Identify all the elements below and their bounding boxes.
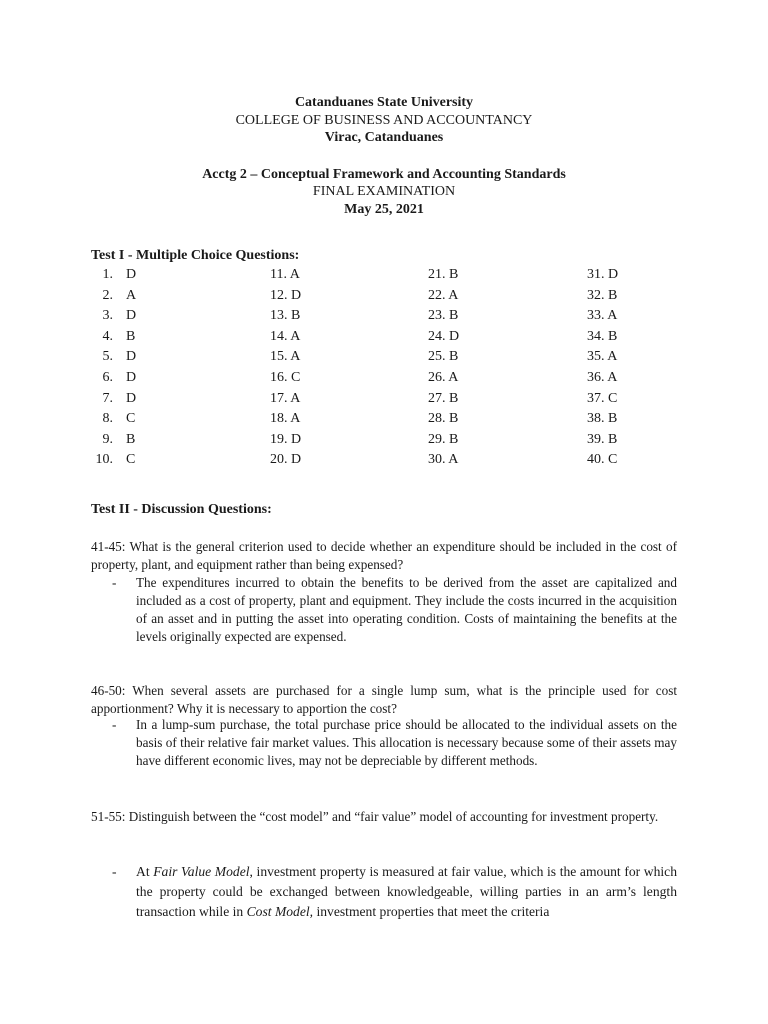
item-answer: C	[126, 411, 136, 427]
answer-46-50	[112, 716, 677, 770]
exam-date: May 25, 2021	[344, 201, 424, 217]
answer-item: 17. A	[270, 390, 301, 406]
answer-item	[90, 265, 136, 286]
bullet-dash: -	[112, 717, 117, 732]
item-number: 5.	[102, 349, 113, 365]
college-name: COLLEGE OF BUSINESS AND ACCOUNTANCY	[235, 112, 533, 128]
location: Virac, Catanduanes	[324, 130, 444, 145]
answer-text-part: At	[136, 864, 154, 879]
answer-column-4	[587, 265, 618, 471]
answer-item: 14. A	[270, 328, 301, 344]
answer-column-3	[428, 265, 459, 471]
answer-item: 26. A	[428, 369, 459, 385]
answer-column-2	[270, 265, 301, 471]
answer-item: 18. A	[270, 411, 301, 427]
item-answer: B	[126, 328, 136, 344]
answer-item: 28. B	[428, 411, 459, 427]
item-answer: B	[126, 431, 136, 447]
answer-item: 22. A	[428, 287, 459, 303]
item-number: 4.	[102, 328, 113, 344]
cost-model-term: Cost Model,	[246, 904, 314, 919]
bullet-dash: -	[112, 575, 117, 590]
answer-column-1	[90, 265, 136, 471]
answer-item	[90, 368, 136, 389]
item-number: 10.	[95, 452, 113, 468]
answer-item	[90, 327, 136, 348]
item-answer: D	[126, 267, 137, 282]
answer-item	[90, 286, 136, 307]
answer-item	[90, 450, 136, 471]
answer-text: In a lump-sum purchase, the total purchase price should be allocated to the individual assets on the basis of their relative fair market values. This allocation is necessary because some of their assets may have different economic lives, may not be depreciable by different methods.	[136, 717, 677, 768]
answer-text	[136, 862, 677, 922]
item-answer: D	[126, 390, 137, 406]
answer-item: 32. B	[587, 287, 618, 303]
item-number: 7.	[102, 390, 113, 406]
answer-item: 23. B	[428, 308, 459, 324]
answer-item: 25. B	[428, 349, 459, 365]
item-number: 8.	[102, 411, 113, 427]
exam-title: FINAL EXAMINATION	[312, 184, 456, 199]
answer-item	[90, 409, 136, 430]
answer-item: 12. D	[270, 287, 302, 303]
answer-item: 19. D	[270, 431, 302, 447]
answer-item: 35. A	[587, 349, 618, 365]
fair-value-model-term: Fair Value Model	[153, 864, 250, 879]
bullet-dash: -	[112, 864, 117, 879]
test1-title: Test I - Multiple Choice Questions:	[91, 248, 300, 263]
answer-item: 39. B	[587, 431, 618, 447]
answer-item: 31. D	[587, 267, 619, 282]
question-41-45: 41-45: What is the general criterion used to decide whether an expenditure should be included in the cost of property, plant, and equipment rather than being expensed?	[91, 539, 677, 572]
answer-text-part: investment properties that meet the criteria	[313, 904, 550, 919]
answer-item	[90, 430, 136, 451]
answer-item: 27. B	[428, 390, 459, 406]
answer-item: 36. A	[587, 369, 618, 385]
university-name: Catanduanes State University	[294, 95, 474, 110]
question-46-50: 46-50: When several assets are purchased for a single lump sum, what is the principle used for cost apportionment? Why it is necessary to apportion the cost?	[91, 683, 677, 716]
item-answer: D	[126, 349, 137, 365]
answer-item: 13. B	[270, 308, 301, 324]
course-title: Acctg 2 – Conceptual Framework and Accounting Standards	[202, 166, 566, 182]
answer-51-55	[112, 862, 677, 922]
answer-item: 16. C	[270, 369, 301, 385]
item-number: 2.	[102, 287, 113, 303]
answer-item: 20. D	[270, 452, 302, 468]
answer-item: 34. B	[587, 328, 618, 344]
test2-title: Test II - Discussion Questions:	[91, 502, 272, 517]
answer-item: 11. A	[270, 267, 300, 282]
answer-item: 38. B	[587, 411, 618, 427]
answer-text-part: , investment property is measured at fair value, which is the amount for which the property could be exchanged between knowledgeable, willing parties in an arm’s length transaction while in	[136, 864, 677, 919]
item-answer: D	[126, 308, 137, 324]
item-number: 3.	[102, 308, 113, 324]
answer-item: 21. B	[428, 267, 459, 282]
item-answer: C	[126, 452, 136, 468]
answer-item: 40. C	[587, 452, 618, 468]
item-number: 6.	[102, 369, 113, 385]
item-answer: A	[126, 287, 137, 303]
answer-item: 37. C	[587, 390, 618, 406]
answer-item: 15. A	[270, 349, 301, 365]
answer-item: 29. B	[428, 431, 459, 447]
answer-item: 33. A	[587, 308, 618, 324]
answer-text: The expenditures incurred to obtain the benefits to be derived from the asset are capitalized and included as a cost of property, plant and equipment. They include the costs incurred in the acquisition of an asset and in putting the asset into operating condition. Costs of maintaining the benefits at the levels originally expected are expensed.	[136, 575, 677, 644]
question-51-55: 51-55: Distinguish between the “cost model” and “fair value” model of accounting for investment property.	[91, 809, 659, 824]
answer-item: 30. A	[428, 452, 459, 468]
answer-item	[90, 389, 136, 410]
document-header	[0, 94, 768, 218]
answer-item: 24. D	[428, 328, 460, 344]
item-number: 9.	[102, 431, 113, 447]
item-number: 1.	[102, 267, 113, 282]
answer-41-45	[112, 574, 677, 646]
answer-item	[90, 306, 136, 327]
item-answer: D	[126, 369, 137, 385]
answer-item	[90, 347, 136, 368]
